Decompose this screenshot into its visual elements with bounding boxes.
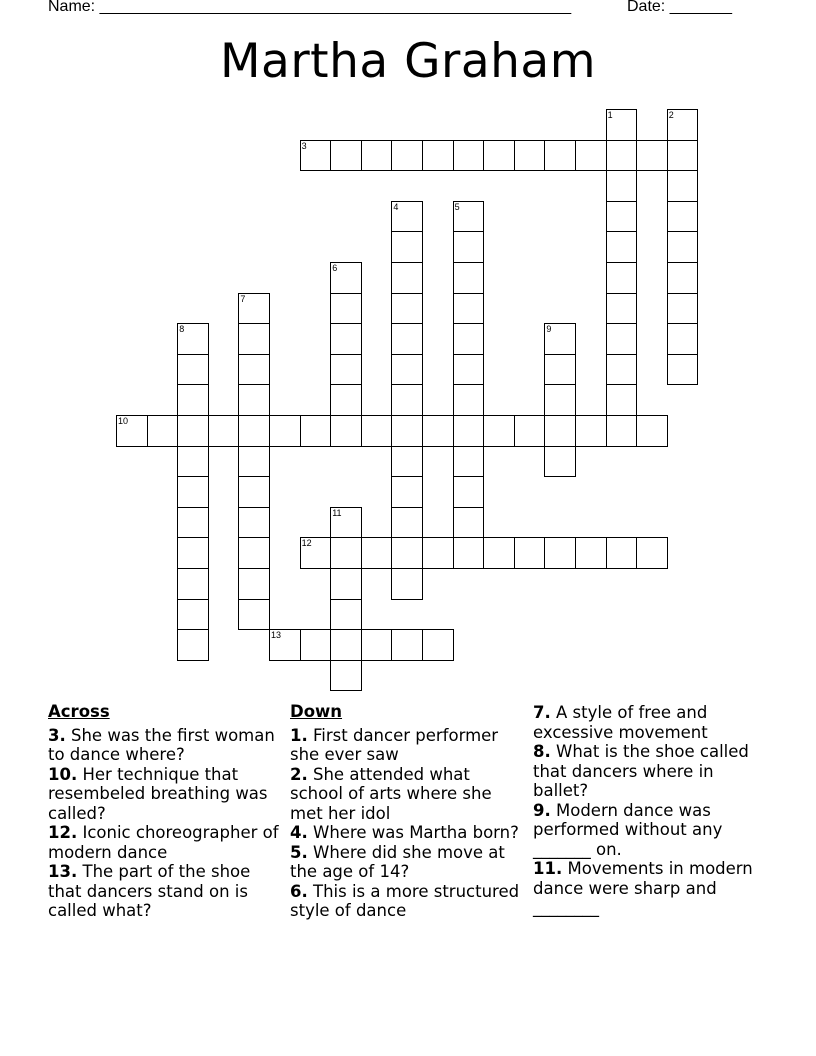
- grid-cell[interactable]: [606, 170, 638, 202]
- grid-cell[interactable]: [606, 293, 638, 325]
- clue-number: 4: [393, 201, 399, 212]
- clue-down-9: 9. Modern dance was performed without any _______ on.: [533, 800, 723, 859]
- grid-cell[interactable]: [514, 140, 546, 172]
- grid-cell[interactable]: [483, 140, 515, 172]
- name-field-label: Name: _____________________________________________________: [48, 0, 572, 15]
- grid-cell[interactable]: [330, 507, 362, 539]
- grid-cell[interactable]: [361, 629, 393, 661]
- grid-cell[interactable]: [391, 293, 423, 325]
- grid-cell[interactable]: [330, 293, 362, 325]
- clue-number: 10: [118, 416, 129, 426]
- grid-cell[interactable]: [483, 537, 515, 569]
- grid-cell[interactable]: [238, 568, 270, 600]
- grid-cell[interactable]: [177, 415, 209, 447]
- grid-cell[interactable]: [361, 140, 393, 172]
- grid-cell[interactable]: [361, 415, 393, 447]
- grid-cell[interactable]: [391, 415, 423, 447]
- grid-cell[interactable]: [667, 231, 699, 263]
- grid-cell[interactable]: [453, 384, 485, 416]
- grid-cell[interactable]: [667, 201, 699, 233]
- grid-cell[interactable]: [544, 140, 576, 172]
- grid-cell[interactable]: [300, 537, 332, 569]
- grid-cell[interactable]: [667, 354, 699, 386]
- down-heading: Down: [290, 702, 343, 721]
- grid-cell[interactable]: [636, 140, 668, 172]
- grid-cell[interactable]: [391, 354, 423, 386]
- grid-cell[interactable]: [453, 262, 485, 294]
- grid-cell[interactable]: [177, 599, 209, 631]
- grid-cell[interactable]: [575, 140, 607, 172]
- clue-number: 2: [668, 110, 674, 120]
- grid-cell[interactable]: [177, 568, 209, 600]
- grid-cell[interactable]: [667, 293, 699, 325]
- grid-cell[interactable]: [238, 354, 270, 386]
- grid-cell[interactable]: [606, 415, 638, 447]
- clue-number: 3: [301, 140, 307, 151]
- grid-cell[interactable]: [667, 170, 699, 202]
- grid-cell[interactable]: [177, 354, 209, 386]
- grid-cell[interactable]: [391, 201, 423, 233]
- grid-cell[interactable]: [330, 415, 362, 447]
- grid-cell[interactable]: [453, 231, 485, 263]
- clue-across-13: 13. The part of the shoe that dancers stand on is called what?: [48, 862, 251, 920]
- grid-cell[interactable]: [391, 537, 423, 569]
- grid-cell[interactable]: [391, 507, 423, 539]
- grid-cell[interactable]: [238, 537, 270, 569]
- clue-number: 11: [332, 507, 342, 518]
- grid-cell[interactable]: [606, 262, 638, 294]
- grid-cell[interactable]: [177, 323, 209, 355]
- grid-cell[interactable]: [269, 629, 301, 661]
- grid-cell[interactable]: [300, 629, 332, 661]
- grid-cell[interactable]: [453, 476, 485, 508]
- grid-cell[interactable]: [330, 384, 362, 416]
- grid-cell[interactable]: [422, 140, 454, 172]
- grid-cell[interactable]: [391, 231, 423, 263]
- grid-cell[interactable]: [238, 599, 270, 631]
- grid-cell[interactable]: [238, 415, 270, 447]
- grid-cell[interactable]: [238, 476, 270, 508]
- clue-down-8: 8. What is the shoe called that dancers where in ballet?: [533, 742, 749, 800]
- grid-cell[interactable]: [391, 446, 423, 478]
- clue-down-11: 11. Movements in modern dance were sharp and ________: [533, 859, 753, 917]
- grid-cell[interactable]: [422, 415, 454, 447]
- grid-cell[interactable]: [330, 262, 362, 294]
- grid-cell[interactable]: [391, 140, 423, 172]
- clue-number: 12: [301, 538, 312, 549]
- grid-cell[interactable]: [453, 415, 485, 447]
- grid-cell[interactable]: [606, 201, 638, 233]
- grid-cell[interactable]: [238, 293, 270, 325]
- clue-number: 8: [179, 324, 185, 335]
- grid-cell[interactable]: [238, 507, 270, 539]
- grid-cell[interactable]: [300, 415, 332, 447]
- grid-cell[interactable]: [453, 537, 485, 569]
- grid-cell[interactable]: [391, 384, 423, 416]
- puzzle-title: Martha Graham: [219, 34, 597, 89]
- grid-cell[interactable]: [453, 354, 485, 386]
- grid-cell[interactable]: [606, 231, 638, 263]
- grid-cell[interactable]: [453, 507, 485, 539]
- grid-cell[interactable]: [575, 415, 607, 447]
- down-clues-continued: [533, 703, 773, 918]
- grid-cell[interactable]: [636, 537, 668, 569]
- clue-down-2: 2. She attended what school of arts where she met her idol: [290, 764, 492, 823]
- grid-cell[interactable]: [177, 384, 209, 416]
- grid-cell[interactable]: [300, 140, 332, 172]
- clue-down-4: 4. Where was Martha born?: [290, 823, 519, 842]
- grid-cell[interactable]: [330, 140, 362, 172]
- across-clues: [48, 702, 284, 921]
- grid-cell[interactable]: [606, 537, 638, 569]
- grid-cell[interactable]: [667, 109, 699, 141]
- grid-cell[interactable]: [544, 384, 576, 416]
- grid-cell[interactable]: [606, 384, 638, 416]
- down-clues: [290, 702, 522, 921]
- grid-cell[interactable]: [453, 293, 485, 325]
- clue-across-12: 12. Iconic choreographer of modern dance: [48, 823, 279, 862]
- grid-cell[interactable]: [544, 446, 576, 478]
- clue-number: 5: [454, 201, 460, 212]
- clue-number: 7: [240, 293, 246, 304]
- grid-cell[interactable]: [147, 415, 179, 447]
- grid-cell[interactable]: [238, 323, 270, 355]
- grid-cell[interactable]: [330, 660, 362, 692]
- grid-cell[interactable]: [391, 262, 423, 294]
- grid-cell[interactable]: [606, 109, 638, 141]
- clue-number: 9: [546, 324, 552, 335]
- grid-cell[interactable]: [422, 629, 454, 661]
- grid-cell[interactable]: [514, 415, 546, 447]
- grid-cell[interactable]: [177, 446, 209, 478]
- clue-down-5: 5. Where did she move at the age of 14?: [290, 842, 505, 881]
- grid-cell[interactable]: [483, 415, 515, 447]
- clue-number: 1: [607, 110, 613, 120]
- grid-cell[interactable]: [544, 415, 576, 447]
- grid-cell[interactable]: [453, 446, 485, 478]
- grid-cell[interactable]: [269, 415, 301, 447]
- clue-down-6: 6. This is a more structured style of dance: [290, 881, 520, 920]
- clue-across-10: 10. Her technique that resembeled breathing was called?: [48, 764, 268, 823]
- grid-cell[interactable]: [514, 537, 546, 569]
- grid-cell[interactable]: [422, 537, 454, 569]
- clue-number: 6: [332, 263, 338, 273]
- grid-cell[interactable]: [575, 537, 607, 569]
- across-heading: Across: [48, 702, 110, 721]
- grid-cell[interactable]: [330, 599, 362, 631]
- grid-cell[interactable]: [544, 354, 576, 386]
- grid-cell[interactable]: [391, 323, 423, 355]
- grid-cell[interactable]: [330, 354, 362, 386]
- grid-cell[interactable]: [606, 140, 638, 172]
- grid-cell[interactable]: [116, 415, 148, 447]
- grid-cell[interactable]: [544, 323, 576, 355]
- grid-cell[interactable]: [391, 629, 423, 661]
- grid-cell[interactable]: [177, 507, 209, 539]
- grid-cell[interactable]: [453, 201, 485, 233]
- clue-number: 13: [271, 630, 282, 641]
- grid-cell[interactable]: [636, 415, 668, 447]
- grid-cell[interactable]: [667, 262, 699, 294]
- grid-cell[interactable]: [667, 140, 699, 172]
- grid-cell[interactable]: [667, 323, 699, 355]
- grid-cell[interactable]: [391, 476, 423, 508]
- clue-across-3: 3. She was the first woman to dance where?: [48, 725, 275, 764]
- grid-cell[interactable]: [361, 537, 393, 569]
- grid-cell[interactable]: [606, 323, 638, 355]
- grid-cell[interactable]: [330, 629, 362, 661]
- grid-cell[interactable]: [177, 537, 209, 569]
- grid-cell[interactable]: [391, 568, 423, 600]
- grid-cell[interactable]: [208, 415, 240, 447]
- grid-cell[interactable]: [453, 323, 485, 355]
- grid-cell[interactable]: [330, 568, 362, 600]
- grid-cell[interactable]: [238, 384, 270, 416]
- grid-cell[interactable]: [177, 629, 209, 661]
- grid-cell[interactable]: [606, 354, 638, 386]
- grid-cell[interactable]: [238, 446, 270, 478]
- grid-cell[interactable]: [177, 476, 209, 508]
- date-field-label: Date: _______: [627, 0, 732, 15]
- grid-cell[interactable]: [330, 537, 362, 569]
- grid-cell[interactable]: [330, 323, 362, 355]
- grid-cell[interactable]: [544, 537, 576, 569]
- grid-cell[interactable]: [453, 140, 485, 172]
- clue-down-1: 1. First dancer performer she ever saw: [290, 725, 499, 764]
- clue-down-7: 7. A style of free and excessive movement: [533, 703, 708, 742]
